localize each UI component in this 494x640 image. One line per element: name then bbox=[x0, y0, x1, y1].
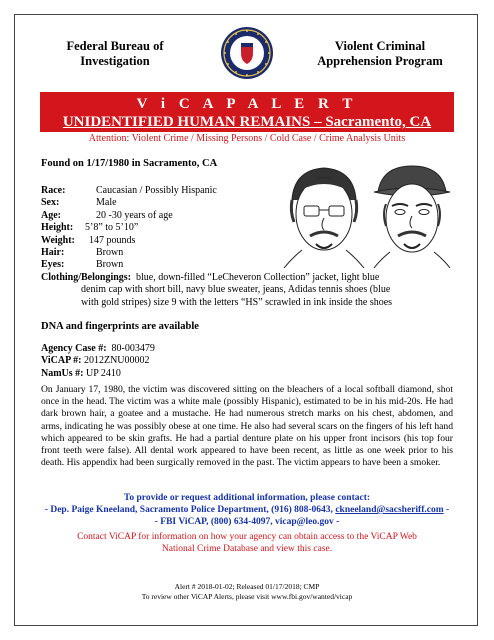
victim-facts bbox=[41, 185, 217, 272]
fbi-seal-icon bbox=[220, 26, 274, 80]
contact-police-text: - Dep. Paige Kneeland, Sacramento Police Department, (916) 808-0643, bbox=[44, 505, 336, 515]
case-label: Agency Case #: bbox=[41, 343, 107, 354]
case-row bbox=[41, 368, 155, 380]
footer-website: To review other ViCAP Alerts, please visit www.fbi.gov/wanted/vicap bbox=[141, 591, 353, 601]
header-left-line2: Investigation bbox=[80, 54, 150, 68]
fact-value: Male bbox=[96, 197, 117, 209]
case-value: UP 2410 bbox=[86, 367, 121, 379]
fact-row bbox=[41, 210, 217, 222]
fact-row bbox=[41, 185, 217, 197]
sketch-suspect-1 bbox=[284, 168, 364, 268]
attention-line: Attention: Violent Crime / Missing Persons / Cold Case / Crime Analysis Units bbox=[88, 133, 406, 144]
composite-sketches bbox=[272, 160, 457, 268]
case-numbers bbox=[41, 343, 155, 380]
fact-value: Brown bbox=[96, 247, 124, 259]
case-narrative: On January 17, 1980, the victim was discovered sitting on the bleachers of a local softball diamond, shot once in the head. The victim was a white male (possibly Hispanic), estimated to be in his mid-20s. He had dark brown hair, a goatee and a mustache. He had numerous stretch marks on his chest, abdomen, and arms, indicating he was possibly obese at one time. He also had several scars on the fingers of his left hand which appeared to be skin grafts. He had a partial denture plate on his upper front incisors (his top four front teeth were false). All dental work appeared to have been recent, as little as one week prior to his death. His appendix had been surgically removed in the past. The victim appears to have been a smoker. bbox=[41, 384, 453, 469]
contact-line-fbi bbox=[34, 516, 460, 528]
fact-value: 20 -30 years of age bbox=[96, 209, 173, 221]
header-program bbox=[300, 39, 460, 69]
dna-line: DNA and fingerprints are available bbox=[41, 321, 199, 332]
email-link-sacsheriff[interactable]: ckneeland@sacsheriff.com bbox=[335, 505, 444, 515]
header-left-line1: Federal Bureau of bbox=[66, 39, 164, 53]
fact-label: Eyes: bbox=[41, 259, 65, 271]
fact-label: Height: bbox=[41, 222, 74, 234]
fact-value: Caucasian / Possibly Hispanic bbox=[96, 185, 217, 196]
fact-row bbox=[41, 235, 217, 247]
fact-label: Age: bbox=[41, 209, 61, 221]
contact-fbi-suffix: - bbox=[333, 517, 340, 527]
header-right-line2: Apprehension Program bbox=[317, 54, 443, 68]
clothing-line1: blue, down-filled “LeCheveron Collection” jacket, light blue bbox=[136, 272, 380, 283]
access-line2: National Crime Database and view this case. bbox=[161, 544, 333, 554]
footer-alert-id: Alert # 2018-01-02; Released 01/17/2018; CMP bbox=[174, 582, 320, 591]
fact-row bbox=[41, 259, 217, 271]
header-right-line1: Violent Criminal bbox=[334, 39, 426, 53]
clothing-line3: with gold stripes) size 9 with the letters “HS” scrawled in ink inside the shoes bbox=[81, 296, 393, 308]
fact-value: 147 pounds bbox=[89, 234, 136, 246]
fact-value: 5’8” to 5’10” bbox=[85, 222, 139, 234]
contact-block bbox=[34, 492, 460, 528]
case-value: 80-003479 bbox=[111, 343, 155, 354]
fact-label: Race: bbox=[41, 185, 66, 196]
banner-title: V i C A P A L E R T bbox=[136, 96, 358, 112]
found-line: Found on 1/17/1980 in Sacramento, CA bbox=[41, 158, 218, 169]
email-link-vicap[interactable]: vicap@leo.gov bbox=[274, 517, 334, 527]
access-info bbox=[60, 531, 434, 555]
fact-label: Sex: bbox=[41, 197, 60, 209]
clothing-line2: denim cap with short bill, navy blue sweater, jeans, Adidas tennis shoes (blue bbox=[81, 284, 391, 296]
sketch-suspect-2 bbox=[374, 166, 450, 268]
access-line1: Contact ViCAP for information on how your agency can obtain access to the ViCAP Web bbox=[77, 532, 417, 542]
alert-banner bbox=[40, 92, 454, 132]
contact-police-suffix: - bbox=[443, 505, 450, 515]
case-value: 2012ZNU00002 bbox=[83, 355, 150, 367]
banner-subtitle: UNIDENTIFIED HUMAN REMAINS – Sacramento, CA bbox=[62, 114, 432, 130]
case-label: ViCAP #: bbox=[41, 355, 82, 367]
fact-row bbox=[41, 197, 217, 209]
contact-heading: To provide or request additional information, please contact: bbox=[123, 493, 371, 503]
fact-label: Weight: bbox=[41, 234, 75, 246]
fact-row bbox=[41, 222, 217, 234]
fact-label: Hair: bbox=[41, 247, 65, 259]
contact-fbi-text: - FBI ViCAP, (800) 634-4097, bbox=[154, 517, 275, 527]
header-agency bbox=[50, 39, 180, 69]
fact-row bbox=[41, 247, 217, 259]
fact-value: Brown bbox=[96, 259, 124, 271]
case-row bbox=[41, 343, 155, 355]
clothing-belongings bbox=[41, 272, 449, 309]
footer bbox=[60, 582, 434, 601]
clothing-label: Clothing/Belongings: bbox=[41, 272, 132, 283]
case-label: NamUs #: bbox=[41, 367, 84, 379]
case-row bbox=[41, 355, 155, 367]
contact-line-police bbox=[34, 504, 460, 516]
